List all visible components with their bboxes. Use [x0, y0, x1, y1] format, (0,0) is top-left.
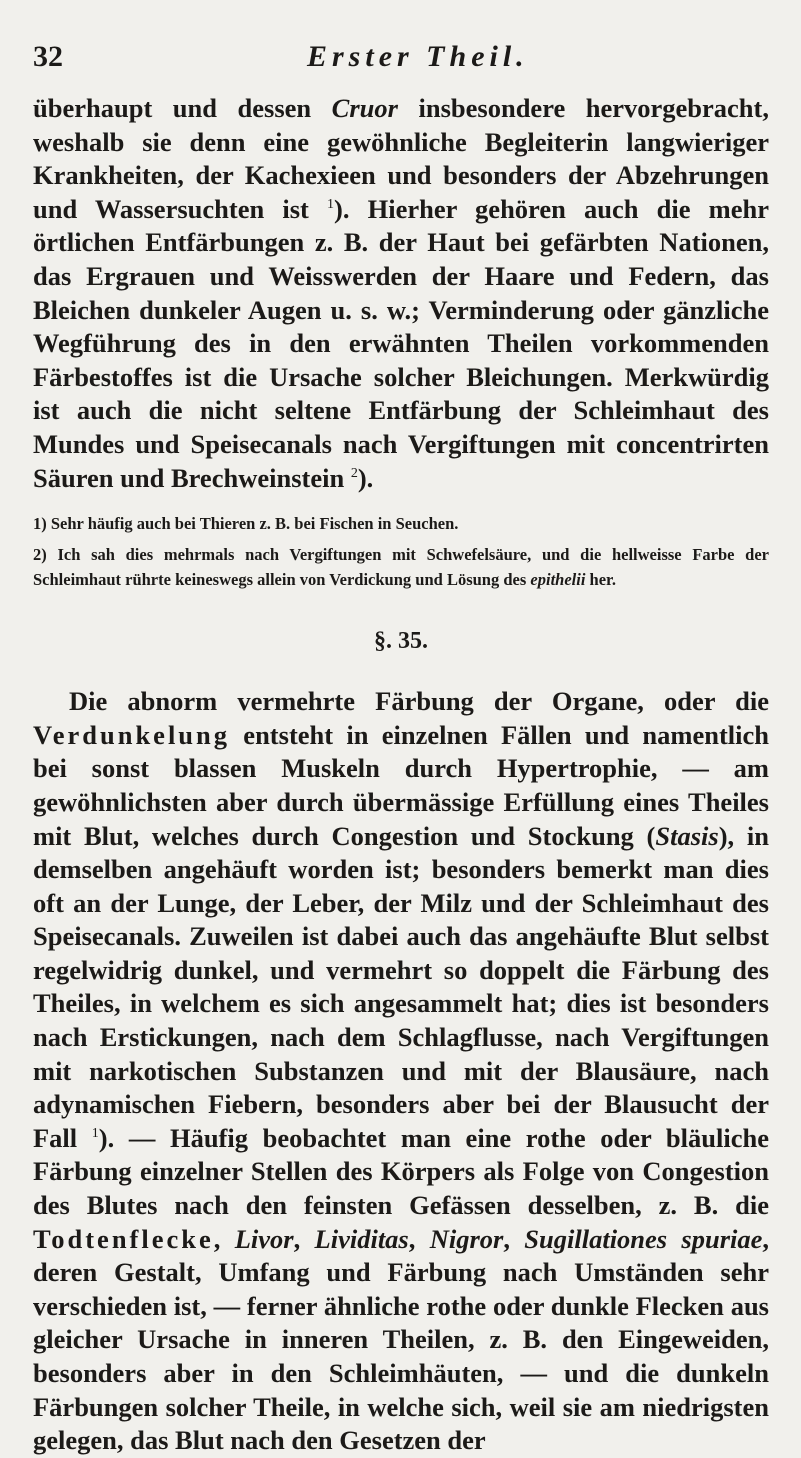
section-heading: §. 35.: [374, 628, 428, 655]
paragraph-2: [33, 685, 769, 1458]
text-run: ). — Häufig beobachtet man eine rothe oder bläuliche Färbung einzelner Stellen des Körpers als Folge von Congestion des Blutes nach den feinsten Gefässen desselben, z. B. die: [33, 1122, 769, 1221]
italic-term: Nigror: [429, 1223, 504, 1254]
text-run: ,: [213, 1223, 235, 1254]
page-number: 32: [33, 40, 63, 73]
main-text: [33, 92, 769, 495]
text-run: entsteht in einzelnen Fällen und namentlich bei sonst blassen Muskeln durch Hypertrophie, — am gewöhnlichsten aber durch übermässige Erfüllung eines Theiles mit Blut, welches durch Congestion und Stockung (: [33, 719, 769, 851]
footnote-ref: 1: [327, 196, 335, 212]
footnote-1: [33, 511, 769, 536]
footnote-text: Ich sah dies mehrmals nach Vergiftungen mit Schwefelsäure, und die hellweisse Farbe der Schleimhaut rührte keineswegs allein von Verdickung und Lösung des: [33, 545, 769, 590]
book-page: [33, 40, 769, 1458]
paragraph-1: [33, 92, 769, 495]
footnote-text: her.: [585, 570, 616, 590]
text-run: ), in demselben angehäuft worden ist; besonders bemerkt man dies oft an der Lunge, der Leber, der Milz und der Schleimhaut des Speisecanals. Zuweilen ist dabei auch das angehäufte Blut selbst regelwidrig dunkel, und vermehrt so doppelt die Färbung des Theiles, in welchem es sich angesammelt hat; dies ist besonders nach Erstickungen, nach dem Schlagflusse, nach Vergiftungen mit narkotischen Substanzen und mit der Blausäure, nach adynamischen Fiebern, besonders aber bei der Blausucht der Fall: [33, 820, 769, 1153]
italic-term: Sugillationes spuriae: [524, 1223, 763, 1254]
footnote-2: [33, 542, 769, 592]
text-run: ,: [408, 1223, 430, 1254]
text-run: insbesondere hervorgebracht, weshalb sie denn eine gewöhnliche Begleiterin langwieriger Krankheiten, der Kachexieen und besonders der Abzehrungen und Wassersuchten ist: [33, 93, 769, 224]
text-run: überhaupt und dessen: [33, 93, 332, 123]
italic-term: Stasis: [655, 820, 719, 851]
running-title: Erster Theil.: [307, 40, 529, 73]
text-run: ,: [503, 1223, 525, 1254]
text-run: ). Hierher gehören auch die mehr örtlichen Entfärbungen z. B. der Haut bei gefärbten Nationen, das Ergrauen und Weisswerden der Haare und Federn, das Bleichen dunkeler Augen u. s. w.; Verminderung oder gänzliche Wegführung des in den erwähnten Theilen vorkommenden Färbestoffes ist die Ursache solcher Bleichungen. Merkwürdig ist auch die nicht seltene Entfärbung der Schleimhaut des Mundes und Speisecanals nach Vergiftungen mit concentrirten Säuren und Brechweinstein: [33, 193, 769, 493]
footnote-number: 2): [33, 545, 47, 565]
italic-term: epithelii: [530, 570, 586, 590]
footnotes: [33, 511, 769, 592]
main-text-2: [33, 685, 769, 1458]
text-run: Die abnorm vermehrte Färbung der Organe, oder die: [69, 686, 769, 717]
text-run: , deren Gestalt, Umfang und Färbung nach Umständen sehr verschieden ist, — ferner ähnliche rothe oder dunkle Flecken aus gleicher Ursache in inneren Theilen, z. B. den Eingeweiden, besonders aber in den Schleimhäuten, — und die dunkeln Färbungen solcher Theile, in welche sich, weil sie am niedrigsten gelegen, das Blut nach den Gesetzen der: [33, 1223, 770, 1456]
footnote-ref: 2: [350, 465, 358, 481]
footnote-text: Sehr häufig auch bei Thieren z. B. bei Fischen in Seuchen.: [46, 514, 459, 534]
footnote-number: 1): [33, 514, 47, 534]
italic-term: Livor: [234, 1223, 294, 1254]
italic-term: Cruor: [331, 93, 398, 123]
italic-term: Lividitas: [314, 1223, 409, 1254]
spaced-term: Verdunkelung: [33, 719, 231, 750]
text-run: ,: [293, 1223, 315, 1254]
text-run: ).: [357, 462, 374, 493]
footnote-ref: 1: [91, 1126, 99, 1142]
spaced-term: Todtenflecke: [33, 1223, 214, 1254]
running-header: [33, 40, 769, 80]
